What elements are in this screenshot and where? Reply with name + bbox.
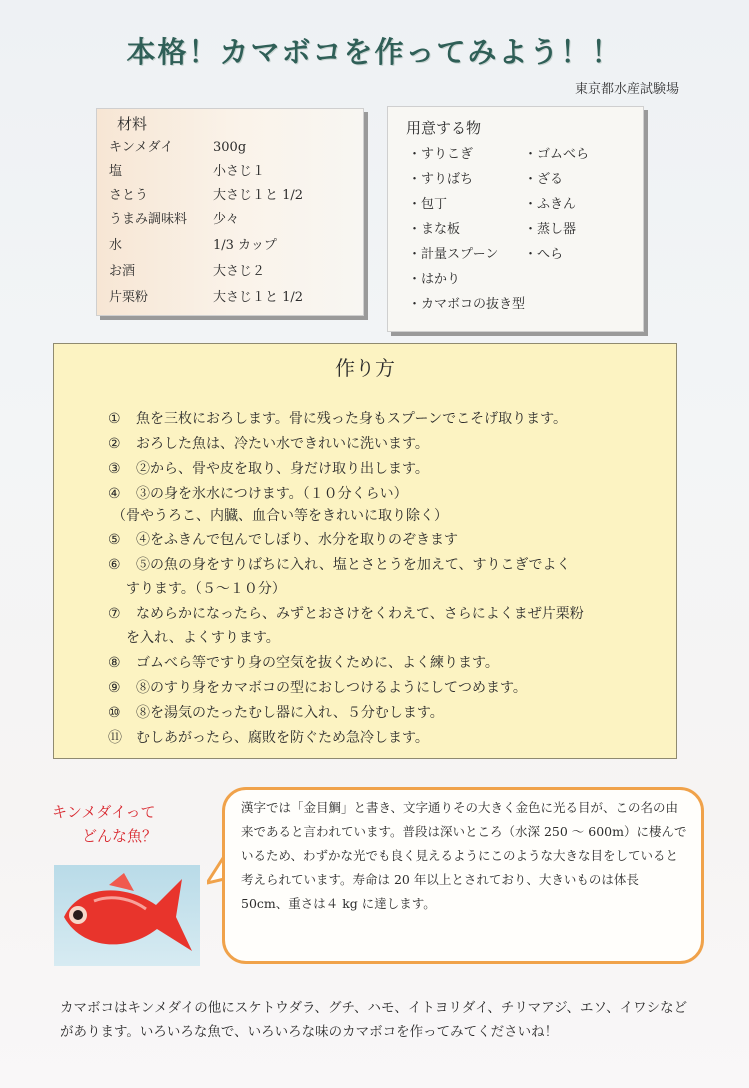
material-row bbox=[109, 208, 239, 230]
tool-item: ・カマボコの抜き型 bbox=[408, 297, 526, 312]
step-number: ⑥ bbox=[108, 557, 121, 573]
material-amount: 小さじ１ bbox=[213, 164, 266, 179]
step-text: ⑧を湯気のたったむし器に入れ、５分むします。 bbox=[136, 705, 444, 721]
footer-text: カマボコはキンメダイの他にスケトウダラ、グチ、ハモ、イトヨリダイ、チリマアジ、エソ、イワシなどがあります。いろいろな魚で、いろいろな味のカマボコを作ってみてくださいね！ bbox=[60, 1000, 688, 1040]
tool-item: ・はかり bbox=[408, 272, 461, 287]
material-amount: 1/3 カップ bbox=[213, 238, 277, 253]
tool-item: ・計量スプーン bbox=[408, 247, 499, 262]
step-text: ③の身を氷水につけます。（１０分くらい） bbox=[136, 486, 408, 502]
page-title: 本格！カマボコを作ってみよう！！ bbox=[126, 35, 623, 69]
material-row bbox=[109, 136, 246, 158]
material-amount: 大さじ２ bbox=[213, 264, 266, 279]
step-text: （骨やうろこ、内臓、血合い等をきれいに取り除く） bbox=[112, 508, 448, 524]
instructions-heading: 作り方 bbox=[335, 356, 395, 380]
step-number: ③ bbox=[108, 461, 121, 477]
material-name: キンメダイ bbox=[109, 140, 174, 155]
materials-box bbox=[96, 108, 364, 316]
material-row bbox=[109, 184, 303, 206]
step-row bbox=[108, 458, 668, 478]
fish-photo bbox=[54, 865, 200, 966]
instructions-box bbox=[53, 343, 677, 759]
material-name: さとう bbox=[109, 188, 149, 203]
step-row bbox=[126, 627, 686, 647]
step-text: ②から、骨や皮を取り、身だけ取り出します。 bbox=[136, 461, 429, 477]
tools-heading: 用意する物 bbox=[406, 119, 482, 137]
tool-item: ・へら bbox=[524, 247, 564, 262]
step-number: ⑨ bbox=[108, 680, 121, 696]
step-row bbox=[108, 727, 668, 747]
tool-item: ・ゴムべら bbox=[524, 147, 590, 162]
step-text: すります。（５～１０分） bbox=[126, 581, 286, 597]
question-line: キンメダイって bbox=[52, 803, 156, 821]
material-name: 塩 bbox=[109, 164, 123, 179]
step-row bbox=[108, 408, 668, 428]
step-text: ⑧のすり身をカマボコの型におしつけるようにしてつめます。 bbox=[136, 680, 527, 696]
organization-name: 東京都水産試験場 bbox=[574, 82, 679, 97]
step-text: 魚を三枚におろします。骨に残った身もスプーンでこそげ取ります。 bbox=[136, 411, 568, 427]
step-number: ⑤ bbox=[108, 532, 121, 548]
material-amount: 少々 bbox=[213, 212, 240, 227]
material-name: うまみ調味料 bbox=[109, 212, 188, 227]
step-row bbox=[108, 554, 668, 574]
material-name: お酒 bbox=[109, 264, 136, 279]
step-text: むしあがったら、腐敗を防ぐため急冷します。 bbox=[136, 730, 429, 746]
step-row bbox=[126, 578, 686, 598]
step-row bbox=[108, 433, 668, 453]
material-name: 片栗粉 bbox=[109, 290, 149, 305]
step-text: おろした魚は、冷たい水できれいに洗います。 bbox=[136, 436, 429, 452]
step-row bbox=[112, 505, 672, 525]
step-number: ① bbox=[108, 411, 121, 427]
material-row bbox=[109, 234, 277, 256]
tool-item: ・ざる bbox=[524, 172, 564, 187]
tool-item: ・蒸し器 bbox=[524, 222, 577, 237]
step-row bbox=[108, 483, 668, 503]
fish-question bbox=[52, 800, 157, 848]
step-row bbox=[108, 652, 668, 672]
material-row bbox=[109, 160, 265, 182]
step-text: ゴムべら等ですり身の空気を抜くために、よく練ります。 bbox=[136, 655, 499, 671]
kinmedai-fish-icon bbox=[54, 865, 200, 966]
tool-item: ・すりばち bbox=[408, 172, 474, 187]
step-text: ⑤の魚の身をすりばちに入れ、塩とさとうを加えて、すりこぎでよく bbox=[136, 557, 571, 573]
step-row bbox=[108, 603, 668, 623]
step-number: ② bbox=[108, 436, 121, 452]
step-text: なめらかになったら、みずとおさけをくわえて、さらによくまぜ片栗粉 bbox=[136, 606, 584, 622]
material-amount: 大さじ１と 1/2 bbox=[213, 290, 304, 305]
tool-item: ・包丁 bbox=[408, 197, 448, 212]
tool-item: ・すりこぎ bbox=[408, 147, 474, 162]
material-row bbox=[109, 260, 265, 282]
material-amount: 大さじ１と 1/2 bbox=[213, 188, 304, 203]
step-number: ⑩ bbox=[108, 705, 121, 721]
step-text: ④をふきんで包んでしぼり、水分を取りのぞきます bbox=[136, 532, 458, 548]
step-row bbox=[108, 677, 668, 697]
tool-item: ・まな板 bbox=[408, 222, 461, 237]
step-number: ⑪ bbox=[108, 730, 122, 746]
step-number: ⑦ bbox=[108, 606, 121, 622]
material-amount: 300g bbox=[213, 140, 247, 155]
info-bubble bbox=[222, 787, 704, 964]
step-row bbox=[108, 702, 668, 722]
material-row bbox=[109, 286, 303, 308]
tools-box bbox=[387, 106, 644, 332]
bubble-text: 漢字では「金目鯛」と書き、文字通りその大きく金色に光る目が、この名の由来であると言われています。普段は深いところ（水深 250 ～ 600m）に棲んでいるため、わずかな光でも良く見えるようにこのような大きな目をしていると考えられています。寿命は 20 年以上とされており、大きいものは体長 50cm、重さは４ kg に達します。 bbox=[241, 800, 687, 911]
step-number: ④ bbox=[108, 486, 121, 502]
materials-heading: 材料 bbox=[117, 115, 148, 133]
step-text: を入れ、よくすります。 bbox=[126, 630, 280, 646]
question-line: どんな魚？ bbox=[82, 827, 158, 845]
material-name: 水 bbox=[109, 238, 123, 253]
step-number: ⑧ bbox=[108, 655, 121, 671]
step-row bbox=[108, 529, 668, 549]
tool-item: ・ふきん bbox=[524, 197, 577, 212]
